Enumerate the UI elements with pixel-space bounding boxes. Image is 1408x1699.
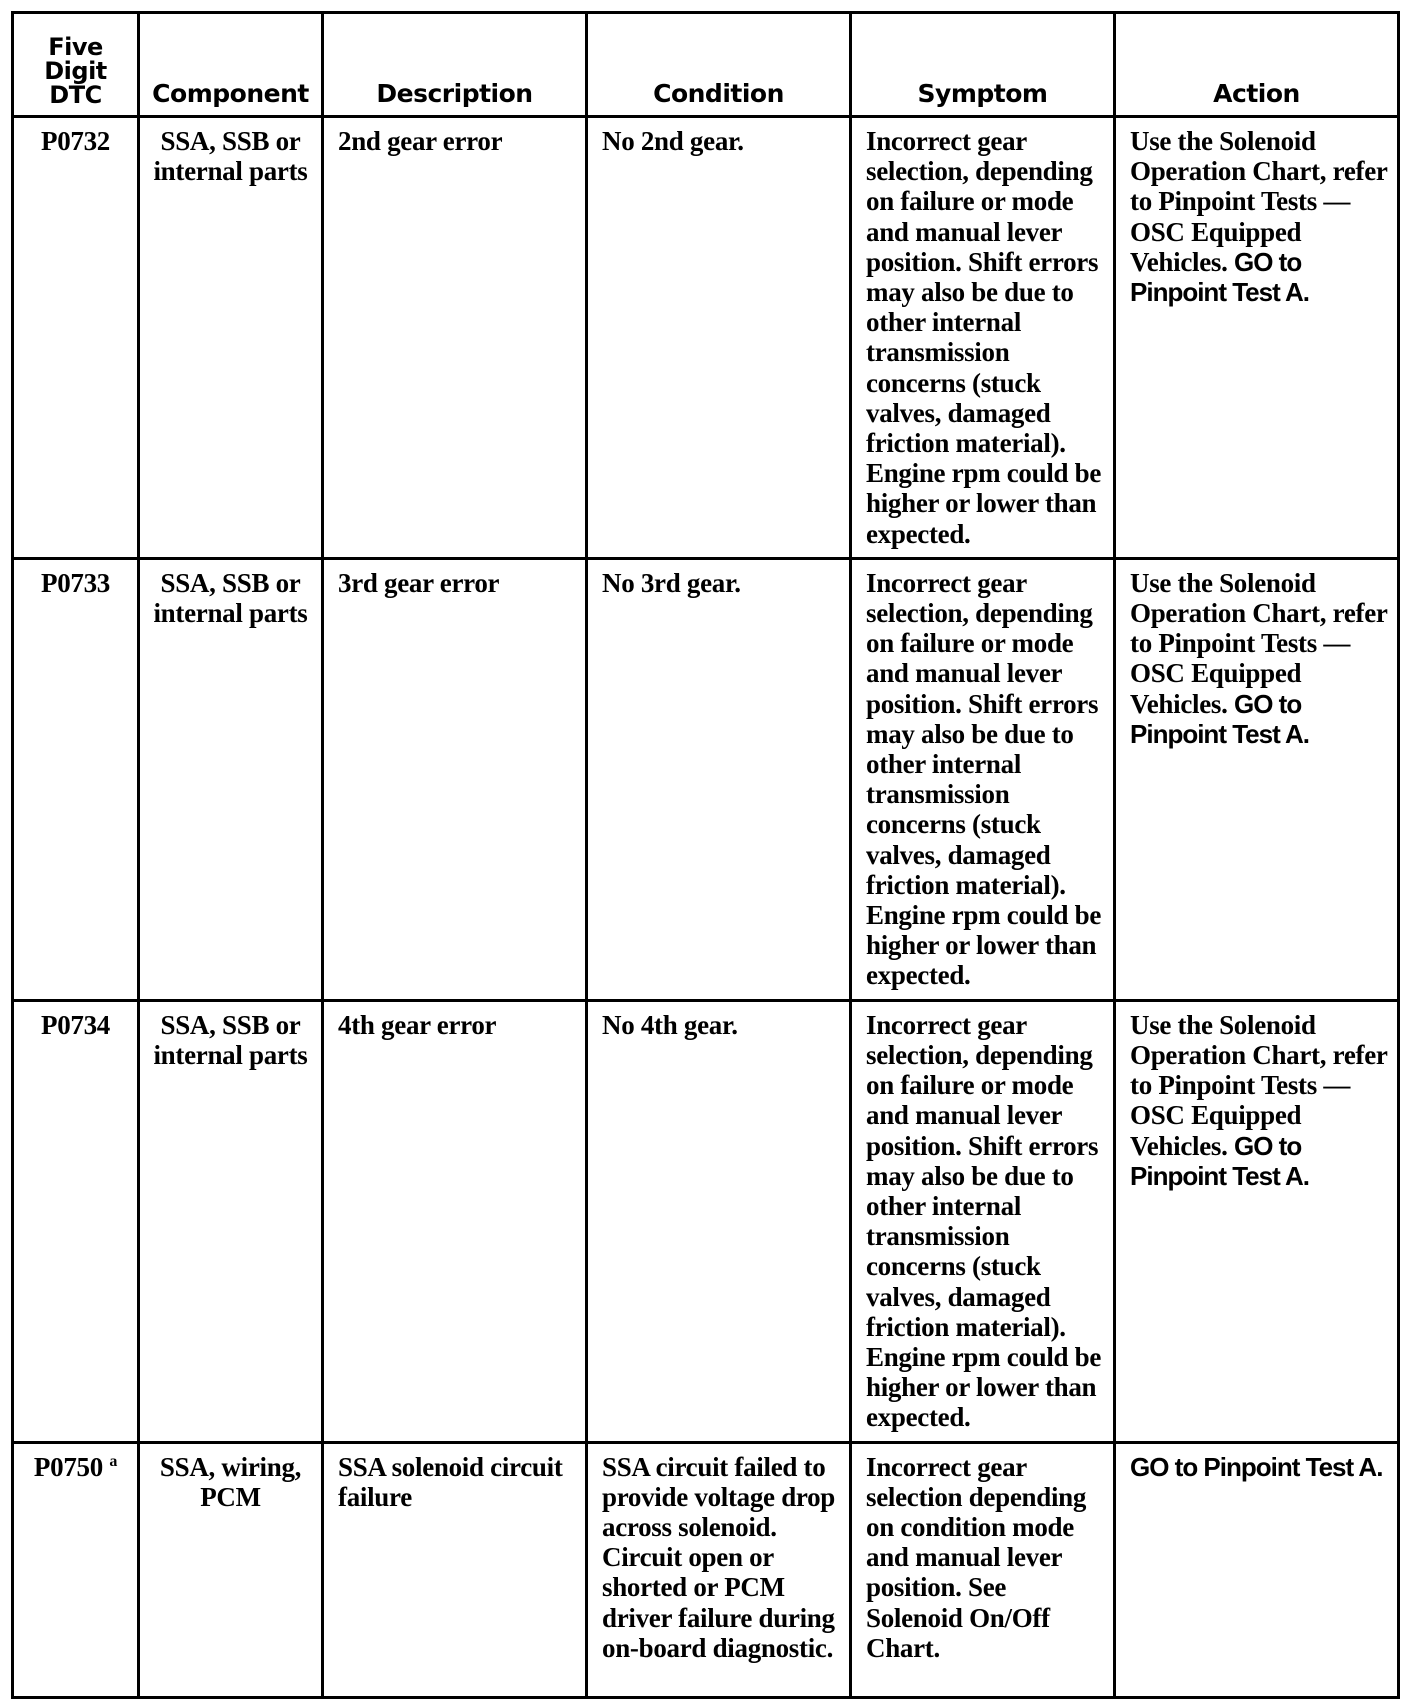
header-dtc-line-3: DTC — [49, 81, 102, 109]
pinpoint-test-link[interactable]: GO to Pinpoint Test A. — [1130, 246, 1309, 308]
component-cell: SSA, SSB or internal parts — [139, 1000, 323, 1442]
action-text: Use the Solenoid Operation Chart, refer to Pinpoint Tests — OSC Equipped Vehicles. — [1130, 126, 1388, 277]
dtc-code: P0750 — [33, 1451, 103, 1482]
header-symptom: Symptom — [851, 13, 1115, 117]
header-action: Action — [1115, 13, 1399, 117]
dtc-table — [11, 11, 1400, 1699]
dtc-code-cell — [13, 1442, 139, 1697]
description-cell: 3rd gear error — [323, 558, 587, 1000]
header-component: Component — [139, 13, 323, 117]
action-cell — [1115, 1000, 1399, 1442]
header-dtc — [13, 13, 139, 117]
header-row — [13, 13, 1399, 117]
action-text: Use the Solenoid Operation Chart, refer to Pinpoint Tests — OSC Equipped Vehicles. — [1130, 567, 1388, 719]
header-dtc-line-1: Five — [48, 33, 103, 61]
header-condition: Condition — [587, 13, 851, 117]
dtc-code: P0732 — [13, 117, 139, 559]
table-row — [13, 1442, 1399, 1697]
footnote-marker: a — [109, 1452, 118, 1470]
condition-cell: No 3rd gear. — [587, 558, 851, 1000]
condition-cell: SSA circuit failed to provide voltage drop across solenoid. Circuit open or shorted or PCM driver failure during on-board diagnostic. — [587, 1442, 851, 1697]
symptom-cell: Incorrect gear selection, depending on failure or mode and manual lever position. Shift errors may also be due to other internal transmission concerns (stuck valves, damaged friction material). Engine rpm could be higher or lower than expected. — [851, 117, 1115, 559]
action-cell — [1115, 558, 1399, 1000]
symptom-cell: Incorrect gear selection, depending on failure or mode and manual lever position. Shift errors may also be due to other internal transmission concerns (stuck valves, damaged friction material). Engine rpm could be higher or lower than expected. — [851, 1000, 1115, 1442]
action-cell — [1115, 1442, 1399, 1697]
component-cell: SSA, wiring, PCM — [139, 1442, 323, 1697]
condition-cell: No 4th gear. — [587, 1000, 851, 1442]
header-dtc-line-2: Digit — [44, 57, 107, 85]
component-cell: SSA, SSB or internal parts — [139, 117, 323, 559]
action-cell — [1115, 117, 1399, 559]
symptom-cell: Incorrect gear selection depending on condition mode and manual lever position. See Solenoid On/Off Chart. — [851, 1442, 1115, 1697]
component-cell: SSA, SSB or internal parts — [139, 558, 323, 1000]
table-row — [13, 1000, 1399, 1442]
condition-cell: No 2nd gear. — [587, 117, 851, 559]
pinpoint-test-link[interactable]: GO to Pinpoint Test A. — [1130, 1130, 1309, 1191]
symptom-cell: Incorrect gear selection, depending on failure or mode and manual lever position. Shift errors may also be due to other internal transmission concerns (stuck valves, damaged friction material). Engine rpm could be higher or lower than expected. — [851, 558, 1115, 1000]
header-description: Description — [323, 13, 587, 117]
dtc-code: P0734 — [13, 1000, 139, 1442]
pinpoint-test-link[interactable]: GO to Pinpoint Test A. — [1130, 1451, 1383, 1482]
action-text: Use the Solenoid Operation Chart, refer to Pinpoint Tests — OSC Equipped Vehicles. — [1130, 1009, 1388, 1161]
table-row — [13, 117, 1399, 559]
description-cell: SSA solenoid circuit failure — [323, 1442, 587, 1697]
description-cell: 2nd gear error — [323, 117, 587, 559]
pinpoint-test-link[interactable]: GO to Pinpoint Test A. — [1130, 688, 1309, 749]
table-row — [13, 558, 1399, 1000]
description-cell: 4th gear error — [323, 1000, 587, 1442]
dtc-code: P0733 — [13, 558, 139, 1000]
